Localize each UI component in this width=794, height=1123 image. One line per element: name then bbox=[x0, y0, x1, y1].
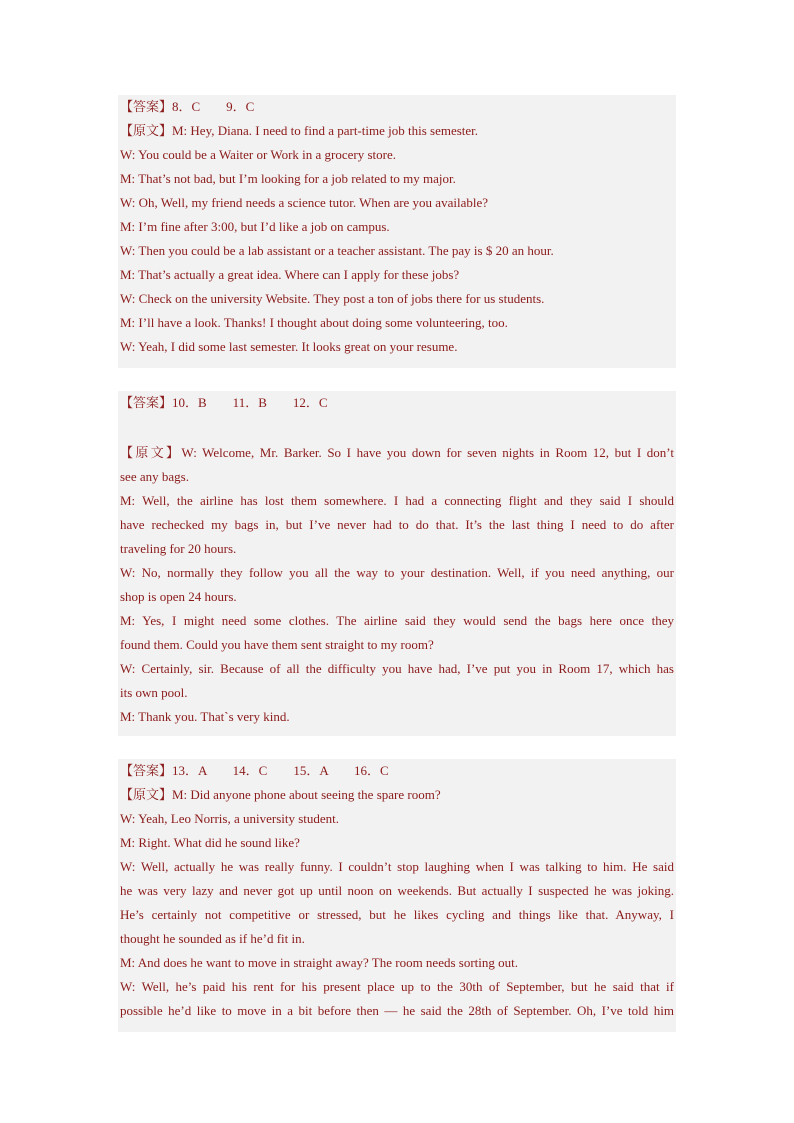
answer-key: 【答案】8．C 9．C bbox=[120, 99, 255, 114]
transcript-line: W: Certainly, sir. Because of all the difficulty you have had, I’ve put you in Room 17, which has bbox=[120, 661, 674, 676]
transcript-line: W: Well, he’s paid his rent for his present place up to the 30th of September, but he said that if bbox=[120, 979, 674, 994]
transcript-line: W: Oh, Well, my friend needs a science tutor. When are you available? bbox=[120, 195, 488, 210]
transcript-line: he was very lazy and never got up until noon on weekends. But actually I suspected he was joking. bbox=[120, 883, 674, 898]
transcript-line: 【原文】W: Welcome, Mr. Barker. So I have you down for seven nights in Room 12, but I don’t bbox=[120, 445, 674, 460]
transcript-line: M: And does he want to move in straight away? The room needs sorting out. bbox=[120, 955, 518, 970]
transcript-line: W: Yeah, I did some last semester. It looks great on your resume. bbox=[120, 339, 458, 354]
transcript-line: 【原文】M: Hey, Diana. I need to find a part-time job this semester. bbox=[120, 123, 479, 138]
transcript-line: W: Yeah, Leo Norris, a university student. bbox=[120, 811, 340, 826]
answer-block-8-9 bbox=[118, 95, 676, 368]
answer-block-13-16 bbox=[118, 759, 676, 1032]
answer-key: 【答案】13．A 14．C 15．A 16．C bbox=[120, 763, 389, 778]
transcript-line: 【原文】M: Did anyone phone about seeing the spare room? bbox=[120, 787, 441, 802]
transcript-line: have rechecked my bags in, but I’ve never had to do that. It’s the last thing I need to do after bbox=[120, 517, 674, 532]
answer-key: 【答案】10．B 11．B 12．C bbox=[120, 395, 328, 410]
transcript-line: shop is open 24 hours. bbox=[120, 589, 237, 604]
transcript-line: He’s certainly not competitive or stressed, but he likes cycling and things like that. Anyway, I bbox=[120, 907, 674, 922]
transcript-line: its own pool. bbox=[120, 685, 188, 700]
transcript-line: found them. Could you have them sent straight to my room? bbox=[120, 637, 434, 652]
transcript-line: M: Yes, I might need some clothes. The airline said they would send the bags here once they bbox=[120, 613, 674, 628]
transcript-line: M: I’ll have a look. Thanks! I thought about doing some volunteering, too. bbox=[120, 315, 508, 330]
transcript-line: M: I’m fine after 3:00, but I’d like a job on campus. bbox=[120, 219, 390, 234]
transcript-line: W: You could be a Waiter or Work in a grocery store. bbox=[120, 147, 397, 162]
transcript-line: M: Well, the airline has lost them somewhere. I had a connecting flight and they said I should bbox=[120, 493, 674, 508]
transcript-line: M: That’s actually a great idea. Where can I apply for these jobs? bbox=[120, 267, 460, 282]
transcript-line: W: Then you could be a lab assistant or a teacher assistant. The pay is $ 20 an hour. bbox=[120, 243, 554, 258]
transcript-line: M: Right. What did he sound like? bbox=[120, 835, 300, 850]
transcript-line: W: Well, actually he was really funny. I couldn’t stop laughing when I was talking to him. He said bbox=[120, 859, 674, 874]
transcript-line: traveling for 20 hours. bbox=[120, 541, 237, 556]
transcript-line: possible he’d like to move in a bit before then — he said the 28th of September. Oh, I’ve told him bbox=[120, 1003, 674, 1018]
transcript-line: W: No, normally they follow you all the way to your destination. Well, if you need anything, our bbox=[120, 565, 674, 580]
transcript-line: thought he sounded as if he’d fit in. bbox=[120, 931, 305, 946]
transcript-line: see any bags. bbox=[120, 469, 189, 484]
answer-block-10-12 bbox=[118, 391, 676, 736]
transcript-line: M: That’s not bad, but I’m looking for a job related to my major. bbox=[120, 171, 456, 186]
spacer bbox=[120, 415, 674, 441]
transcript-line: W: Check on the university Website. They post a ton of jobs there for us students. bbox=[120, 291, 545, 306]
transcript-line: M: Thank you. That`s very kind. bbox=[120, 709, 290, 724]
